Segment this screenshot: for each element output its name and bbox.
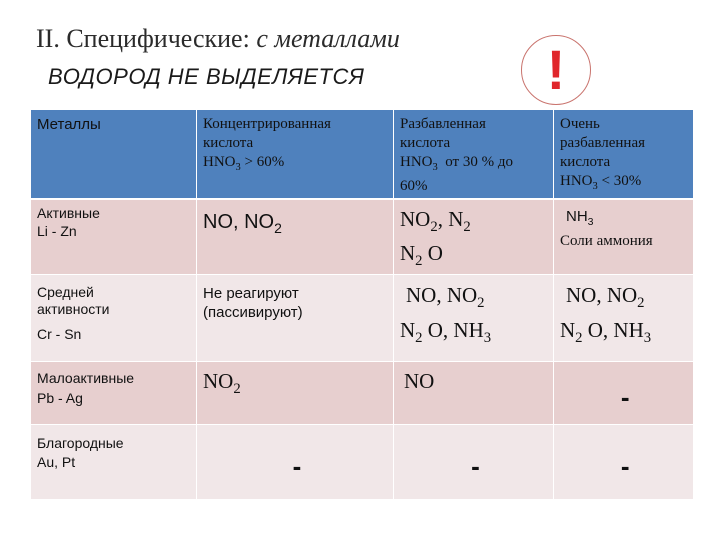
reaction-table	[30, 110, 693, 500]
product-diluted: NO, $NO_2$ $N_2$ O, $NH_3$	[400, 283, 492, 346]
product-very-diluted: NO, $NO_2$ $N_2$ O, $NH_3$	[560, 283, 652, 346]
product-concentrated: $NO_2$	[203, 369, 241, 398]
header-metals-label: Металлы	[37, 116, 101, 133]
product-concentrated: -	[292, 451, 302, 482]
metal-range: Pb - Ag	[37, 390, 83, 407]
table-row	[31, 199, 693, 275]
metal-range: Li - Zn	[37, 223, 77, 239]
header-dil-formula: $HNO_3$ от 30 % до	[400, 154, 513, 173]
product-diluted: NO	[404, 369, 435, 394]
header-vdil-line3: кислота	[560, 154, 611, 170]
header-cell-concentrated	[197, 110, 394, 199]
header-dil-line2: кислота	[400, 135, 451, 151]
header-cell-metals	[31, 110, 197, 199]
slide-title	[36, 24, 400, 54]
slide-subtitle: ВОДОРОД НЕ ВЫДЕЛЯЕТСЯ	[48, 64, 365, 89]
table-row	[31, 362, 693, 425]
header-vdil-line2: разбавленная	[560, 135, 646, 151]
header-vdil-line1: Очень	[560, 116, 600, 132]
header-conc-line2: кислота	[203, 135, 254, 151]
product-concentrated: Не реагируют (пассивируют)	[203, 285, 303, 322]
product-very-diluted: -	[620, 382, 630, 413]
title-plain: II. Специфические:	[36, 24, 250, 53]
table-header-row	[31, 110, 693, 199]
header-dil-line4: 60%	[400, 178, 428, 194]
table-row	[31, 275, 693, 362]
product-very-diluted: -	[620, 451, 630, 482]
header-conc-formula: $HNO_3 > 60\%$	[203, 154, 285, 173]
title-italic: с металлами	[256, 24, 400, 53]
product-diluted: $NO_2$, $N_2$ $N_2$ O	[400, 207, 471, 270]
header-cell-diluted	[394, 110, 554, 199]
warning-glyph: !	[546, 38, 566, 101]
header-cell-very-diluted	[554, 110, 693, 199]
metal-group-name: Благородные	[37, 435, 124, 452]
metal-range: Cr - Sn	[37, 326, 82, 343]
warning-icon	[521, 35, 591, 105]
product-concentrated: NO, $NO_2$	[203, 211, 282, 236]
header-dil-line1: Разбавленная	[400, 116, 486, 132]
metal-group-name: Активные	[37, 205, 100, 221]
product-very-diluted: $NH_3$ Соли аммония	[560, 208, 653, 249]
table-row	[31, 425, 693, 500]
header-vdil-formula: $HNO_3 < 30\%$	[560, 173, 642, 192]
product-diluted: -	[471, 451, 480, 482]
metal-group-name: Малоактивные	[37, 370, 135, 387]
header-conc-line1: Концентрированная	[203, 116, 331, 132]
metal-group-name: Средней активности	[37, 284, 110, 318]
metal-range: Au, Pt	[37, 454, 76, 471]
